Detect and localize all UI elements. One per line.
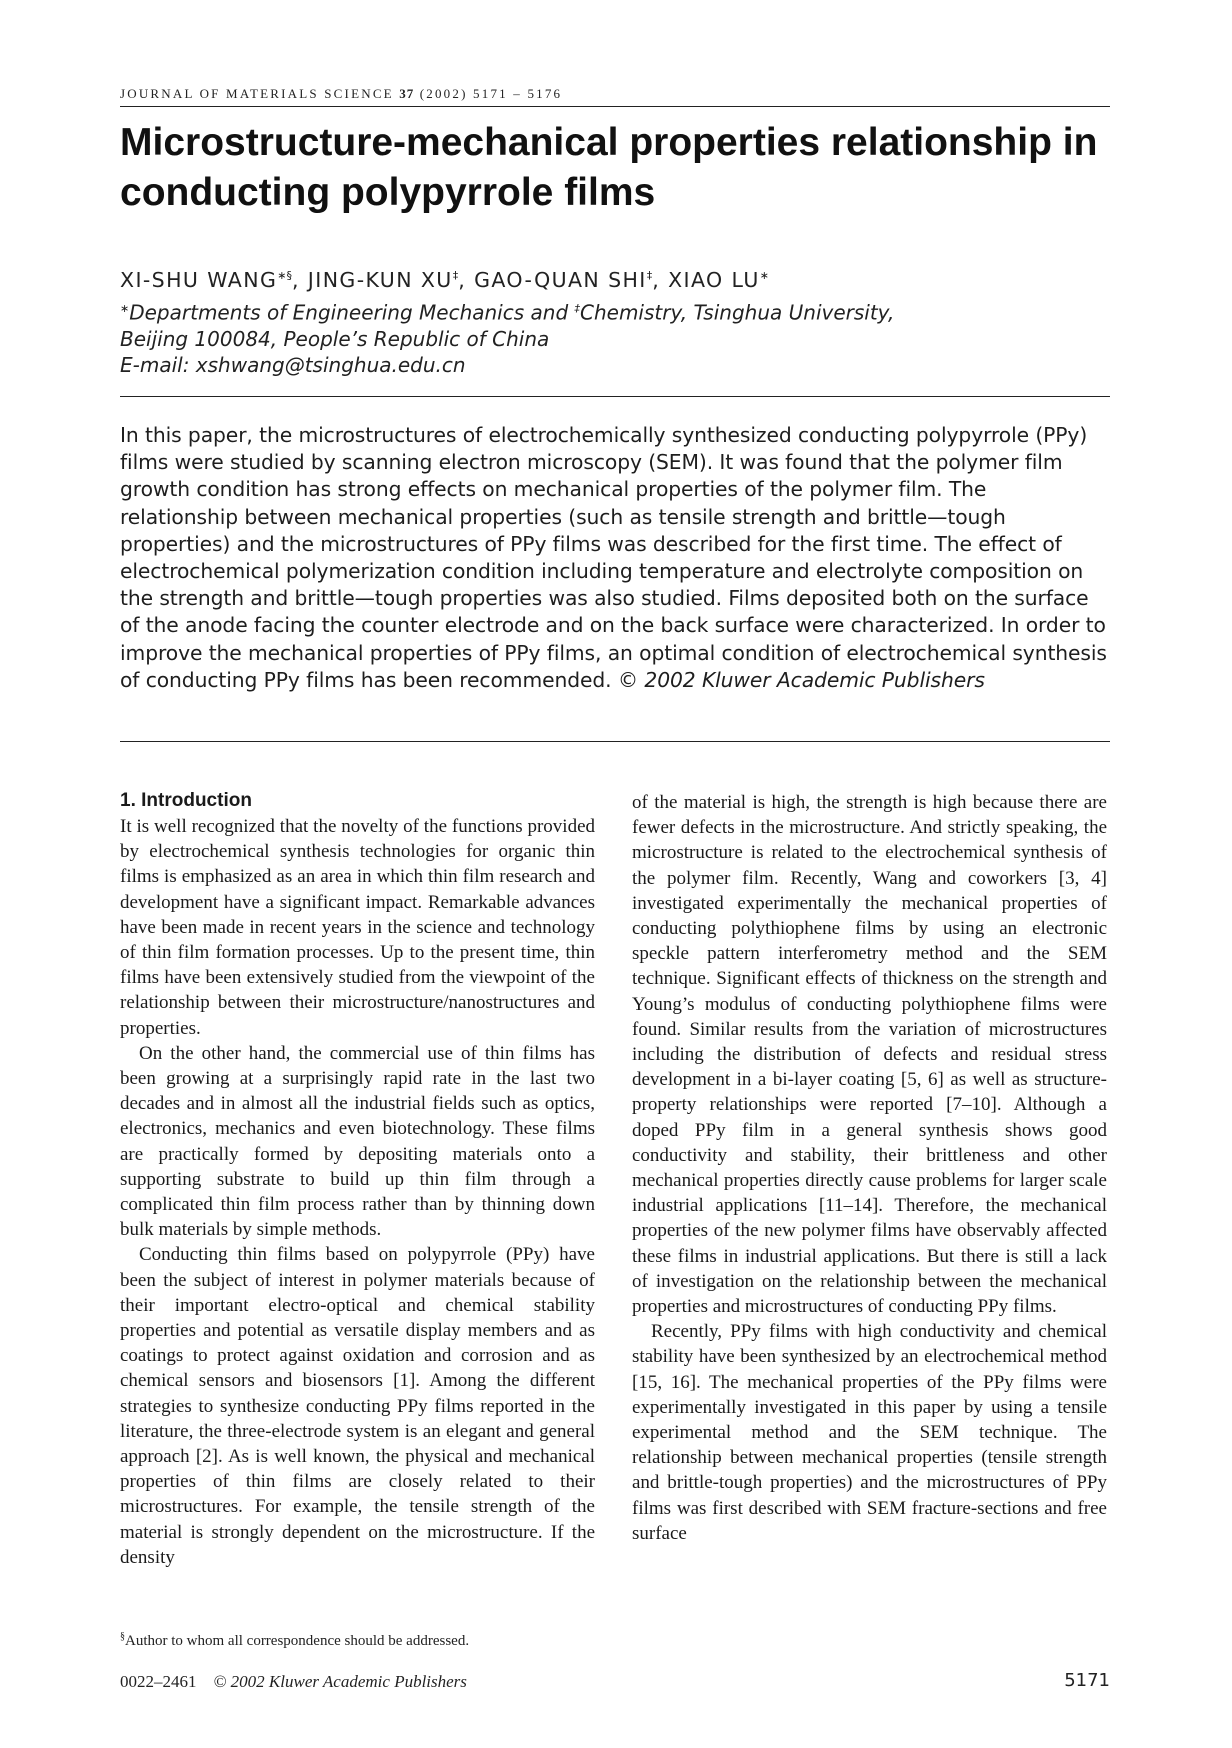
journal-name: JOURNAL OF MATERIALS SCIENCE [120, 86, 394, 101]
footnote [120, 1631, 720, 1650]
paper-page [120, 0, 1110, 1748]
affiliation-line-1 [120, 296, 1110, 326]
body-paragraph: It is well recognized that the novelty of the functions provided by electrochemical synthesis technologies for organic thin films is emphasized as an area in which thin film research and development have a significant impact. Remarkable advances have been made in recent years in the science and technology of thin film formation processes. Up to the present time, thin films have been extensively studied from the viewpoint of the relationship between their microstructure/nanostructures and properties. [120, 816, 595, 1039]
affiliation-mark: ∗ [120, 302, 130, 315]
abstract-bottom-rule [120, 741, 1110, 742]
journal-year-pages: (2002) 5171 – 5176 [419, 86, 563, 101]
author-mark: ∗§ [277, 269, 292, 283]
body-paragraph: Recently, PPy films with high conductivity and chemical stability have been synthesized by an electrochemical method [15, 16]. The mechanical properties of the PPy films were experimentally investigated in this paper by using a tensile experimental method and the SEM technique. The relationship between mechanical properties (tensile strength and brittle-tough properties) and the microstructures of PPy films was first described with SEM fracture-sections and free surface [632, 1321, 1107, 1544]
author-mark: ‡ [452, 269, 459, 283]
abstract-copyright: © 2002 Kluwer Academic Publishers [617, 667, 985, 692]
author-mark: ‡ [646, 269, 653, 283]
author-name: XIAO LU [668, 268, 760, 292]
page-number: 5171 [1064, 1670, 1110, 1691]
footer-issn: 0022–2461 [120, 1672, 197, 1691]
body-column-right [632, 790, 1107, 1546]
affiliation [120, 296, 1110, 378]
header-rule [120, 106, 1110, 107]
footer-issn-copyright [120, 1672, 467, 1692]
footer-copyright: © 2002 Kluwer Academic Publishers [213, 1672, 467, 1691]
section-heading: 1. Introduction [120, 790, 252, 811]
author-name: JING-KUN XU [307, 268, 453, 292]
abstract-top-rule [120, 396, 1110, 397]
affiliation-dept-2: Chemistry, Tsinghua University, [580, 300, 895, 325]
body-column-left [120, 788, 595, 1570]
author-mark: ∗ [759, 269, 769, 283]
abstract-text: In this paper, the microstructures of electrochemically synthesized conducting polypyrrole (PPy) films were studied by scanning electron microscopy (SEM). It was found that the polymer film growth condition has strong effects on mechanical properties of the polymer film. The relationship between mechanical properties (such as tensile strength and brittle—tough properties) and the microstructures of PPy films was described for the first time. The effect of electrochemical polymerization condition including temperature and electrolyte composition on the strength and brittle—tough properties was also studied. Films deposited both on the surface of the anode facing the counter electrode and on the back surface were characterized. In order to improve the mechanical properties of PPy films, an optimal condition of electrochemical synthesis of conducting PPy films has been recommended. [120, 423, 1107, 692]
paper-title: Microstructure-mechanical properties relationship in conducting polypyrrole films [120, 121, 1098, 214]
author-name: XI-SHU WANG [120, 268, 278, 292]
author-list: XI-SHU WANG∗§, JING-KUN XU‡, GAO-QUAN SHI‡, XIAO LU∗ [120, 268, 769, 292]
author-name: GAO-QUAN SHI [474, 268, 647, 292]
body-paragraph: On the other hand, the commercial use of thin films has been growing at a surprisingly rapid rate in the last two decades and in almost all the industrial fields such as optics, electronics, mechanics and even biotechnology. These films are practically formed by depositing materials onto a supporting substrate to build up thin film through a complicated thin film process rather than by thinning down bulk materials by simple methods. [120, 1042, 595, 1241]
body-paragraph: Conducting thin films based on polypyrrole (PPy) have been the subject of interest in polymer materials because of their important electro-optical and chemical stability properties and potential as versatile display members and as coatings to protect against oxidation and corrosion and as chemical sensors and biosensors [1]. Among the different strategies to synthesize conducting PPy films reported in the literature, the three-electrode system is an elegant and general approach [2]. As is well known, the physical and mechanical properties of thin films are closely related to their microstructures. For example, the tensile strength of the material is strongly dependent on the microstructure. If the density [120, 1244, 595, 1568]
abstract [120, 422, 1110, 694]
body-paragraph: of the material is high, the strength is high because there are fewer defects in the microstructure. And strictly speaking, the microstructure is related to the electrochemical synthesis of the polymer film. Recently, Wang and coworkers [3, 4] investigated experimentally the mechanical properties of conducting polythiophene films by using an electronic speckle pattern interferometry method and the SEM technique. Significant effects of thickness on the strength and Young’s modulus of conducting polythiophene films were found. Similar results from the variation of microstructures including the distribution of defects and residual stress development in a bi-layer coating [5, 6] as well as structure-property relationships were reported [7–10]. Although a doped PPy film in a general synthesis shows good conductivity and stability, their brittleness and other mechanical properties directly cause problems for larger scale industrial applications [11–14]. Therefore, the mechanical properties of the new polymer films have observably affected these films in industrial applications. But there is still a lack of investigation on the relationship between the mechanical properties and microstructures of conducting PPy films. [632, 792, 1107, 1318]
footnote-text: Author to whom all correspondence should be addressed. [125, 1633, 470, 1649]
author-email[interactable]: E-mail: xshwang@tsinghua.edu.cn [120, 352, 466, 377]
affiliation-line-2: Beijing 100084, People’s Republic of China [120, 326, 550, 351]
journal-header [120, 86, 1110, 102]
footnote-mark: § [120, 1631, 125, 1642]
affiliation-dept-1: Departments of Engineering Mechanics and [129, 300, 575, 325]
affiliation-mark: ‡ [574, 302, 580, 315]
journal-volume: 37 [399, 86, 415, 101]
